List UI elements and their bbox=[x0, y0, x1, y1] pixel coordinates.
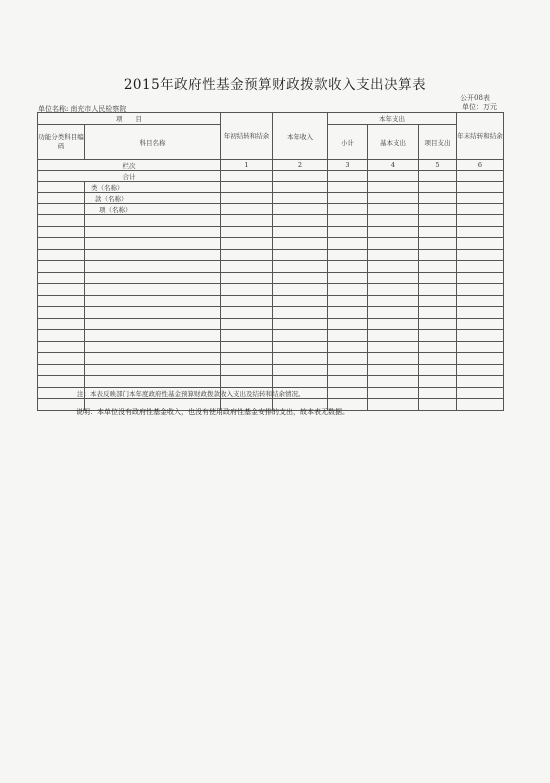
row-col-no bbox=[38, 160, 504, 171]
col-no-4: 4 bbox=[368, 160, 419, 171]
table-note: 注：本表反映部门本年度政府性基金预算财政拨款收入支出及结转和结余情况。 bbox=[77, 390, 305, 398]
empty-row bbox=[38, 318, 504, 330]
row-total bbox=[38, 171, 504, 182]
header-expense: 本年支出 bbox=[328, 113, 457, 125]
empty-row bbox=[38, 364, 504, 376]
kuan-label: 款（名称） bbox=[85, 193, 221, 204]
header-row-1 bbox=[38, 113, 504, 125]
report-title: 2015年政府性基金预算财政拨款收入支出决算表 bbox=[123, 77, 427, 93]
col-no-3: 3 bbox=[328, 160, 368, 171]
empty-row bbox=[38, 341, 504, 353]
col-no-label: 栏次 bbox=[38, 160, 221, 171]
empty-row bbox=[38, 226, 504, 238]
unit-name-label: 单位名称: bbox=[38, 105, 69, 113]
empty-row bbox=[38, 376, 504, 388]
col-no-2: 2 bbox=[273, 160, 328, 171]
empty-row bbox=[38, 353, 504, 365]
header-subject-name: 科目名称 bbox=[85, 125, 221, 160]
budget-table bbox=[37, 112, 504, 411]
item-label: 项（名称） bbox=[85, 204, 221, 215]
explanation-text: 说明：本单位没有政府性基金收入，也没有使用政府性基金安排的支出，故本表无数据。 bbox=[76, 408, 349, 416]
empty-row bbox=[38, 284, 504, 296]
empty-row bbox=[38, 272, 504, 284]
header-project: 项目支出 bbox=[419, 125, 457, 160]
total-label: 合计 bbox=[38, 171, 221, 182]
header-basic: 基本支出 bbox=[368, 125, 419, 160]
header-end-balance: 年末结转和结余 bbox=[457, 113, 504, 160]
empty-row bbox=[38, 295, 504, 307]
empty-row bbox=[38, 238, 504, 250]
empty-row bbox=[38, 330, 504, 342]
empty-row bbox=[38, 249, 504, 261]
empty-row bbox=[38, 261, 504, 273]
row-kuan bbox=[38, 193, 504, 204]
empty-row bbox=[38, 307, 504, 319]
header-func-code: 功能分类科目编码 bbox=[38, 125, 85, 160]
header-item: 项 目 bbox=[38, 113, 221, 125]
col-no-6: 6 bbox=[457, 160, 504, 171]
empty-row bbox=[38, 215, 504, 227]
class-label: 类（名称） bbox=[85, 182, 221, 193]
empty-rows bbox=[38, 215, 504, 411]
unit-name-value: 南充市人民检察院 bbox=[70, 105, 127, 113]
header-income: 本年收入 bbox=[273, 113, 328, 160]
header-subtotal: 小计 bbox=[328, 125, 368, 160]
col-no-1: 1 bbox=[221, 160, 273, 171]
header-begin-balance: 年初结转和结余 bbox=[221, 113, 273, 160]
form-code: 公开08表 bbox=[460, 94, 490, 102]
currency-unit: 单位：万元 bbox=[462, 103, 497, 111]
col-no-5: 5 bbox=[419, 160, 457, 171]
row-class bbox=[38, 182, 504, 193]
row-item bbox=[38, 204, 504, 215]
